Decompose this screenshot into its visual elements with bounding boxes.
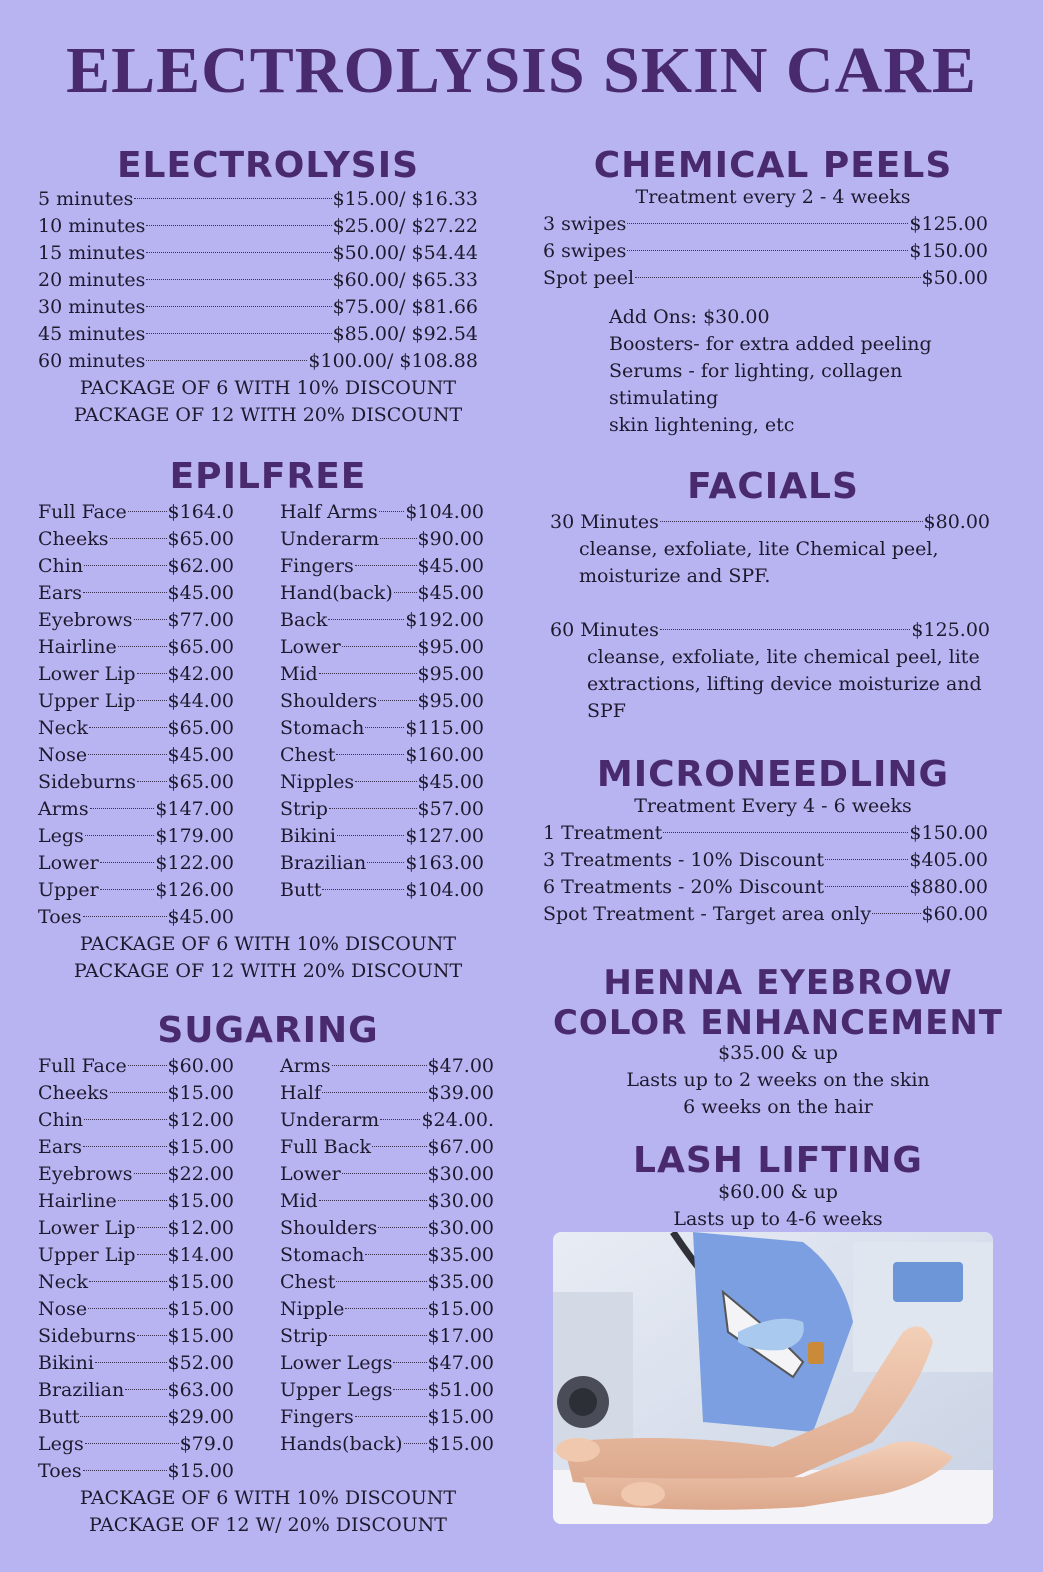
package-note: PACKAGE OF 12 WITH 20% DISCOUNT	[73, 960, 463, 982]
item-label: Chest	[280, 744, 336, 766]
price-row	[38, 1080, 234, 1107]
sugaring-heading: SUGARING	[157, 1010, 379, 1051]
item-label: Hairline	[38, 1190, 117, 1212]
item-label: Cheeks	[38, 528, 109, 550]
item-label: Nose	[38, 1298, 88, 1320]
price-row	[280, 796, 484, 823]
item-price: $163.00	[405, 852, 484, 874]
item-label: Hairline	[38, 636, 117, 658]
price-row	[38, 904, 234, 931]
item-price: $45.00	[167, 906, 234, 928]
item-price: $147.00	[155, 798, 234, 820]
item-label: Bikini	[280, 825, 336, 847]
item-label: Mid	[280, 663, 318, 685]
item-price: $52.00	[167, 1352, 234, 1374]
price-row	[38, 823, 234, 850]
item-label: Cheeks	[38, 1082, 109, 1104]
price-row	[38, 769, 234, 796]
item-label: Brazilian	[280, 852, 367, 874]
price-row	[280, 1242, 494, 1269]
item-label: Chin	[38, 1109, 84, 1131]
price-row	[38, 1215, 234, 1242]
price-row	[38, 661, 234, 688]
item-price: $42.00	[167, 663, 234, 685]
facial-description: cleanse, exfoliate, lite Chemical peel,	[579, 538, 939, 560]
item-price: $35.00	[427, 1244, 494, 1266]
item-price: $47.00	[427, 1352, 494, 1374]
price-row	[38, 1458, 234, 1485]
price-row	[38, 742, 234, 769]
item-price: $77.00	[167, 609, 234, 631]
price-row	[280, 1350, 494, 1377]
price-row	[280, 769, 484, 796]
price-row: 1 Treatment $150.00	[543, 822, 988, 844]
price-row: 3 Treatments - 10% Discount $405.00	[543, 849, 988, 871]
price-row	[280, 1107, 494, 1134]
price-row	[280, 1296, 494, 1323]
item-price: $15.00	[167, 1136, 234, 1158]
item-price: $22.00	[167, 1163, 234, 1185]
price-row: 60 Minutes $125.00	[550, 619, 990, 641]
item-price: $15.00	[167, 1082, 234, 1104]
item-price: $15.00	[167, 1460, 234, 1482]
item-label: Bikini	[38, 1352, 94, 1374]
price-row	[280, 1431, 494, 1458]
package-note: PACKAGE OF 6 WITH 10% DISCOUNT	[79, 1487, 457, 1509]
price-row	[38, 607, 234, 634]
item-label: Stomach	[280, 1244, 365, 1266]
item-price: $15.00	[167, 1325, 234, 1347]
price-row	[38, 877, 234, 904]
item-label: Stomach	[280, 717, 365, 739]
item-price: $17.00	[427, 1325, 494, 1347]
price-row: 15 minutes $50.00/ $54.44	[38, 242, 478, 264]
item-label: Chest	[280, 1271, 336, 1293]
item-label: Upper Lip	[38, 1244, 136, 1266]
price-row	[280, 526, 484, 553]
price-row	[280, 1053, 494, 1080]
item-price: $15.00	[427, 1406, 494, 1428]
item-label: Arms	[38, 798, 89, 820]
item-price: $95.00	[417, 663, 484, 685]
item-price: $79.0	[179, 1433, 234, 1455]
lash-lifting-heading: LASH LIFTING	[633, 1140, 923, 1181]
item-label: Fingers	[280, 555, 354, 577]
item-price: $45.00	[417, 555, 484, 577]
henna-note: Lasts up to 2 weeks on the skin	[626, 1069, 930, 1091]
item-label: Butt	[280, 879, 322, 901]
price-row: 6 Treatments - 20% Discount $880.00	[543, 876, 988, 898]
item-label: Full Face	[38, 1055, 127, 1077]
laser-hair-removal-photo	[553, 1232, 993, 1524]
item-label: Ears	[38, 1136, 83, 1158]
item-label: Lower	[38, 852, 99, 874]
item-label: Full Back	[280, 1136, 372, 1158]
item-label: Eyebrows	[38, 1163, 133, 1185]
price-row	[38, 1269, 234, 1296]
henna-heading: COLOR ENHANCEMENT	[552, 1003, 1004, 1043]
item-label: Nipple	[280, 1298, 345, 1320]
price-row	[280, 850, 484, 877]
item-price: $15.00	[427, 1433, 494, 1455]
item-price: $63.00	[167, 1379, 234, 1401]
item-price: $45.00	[417, 582, 484, 604]
item-price: $57.00	[417, 798, 484, 820]
item-price: $24.00.	[421, 1109, 494, 1131]
item-price: $127.00	[405, 825, 484, 847]
item-price: $15.00	[167, 1298, 234, 1320]
price-row	[280, 499, 484, 526]
price-row	[38, 1161, 234, 1188]
item-price: $15.00	[427, 1298, 494, 1320]
item-label: Butt	[38, 1406, 80, 1428]
item-price: $35.00	[427, 1271, 494, 1293]
sugaring-list	[38, 1053, 494, 1485]
price-row	[38, 1323, 234, 1350]
item-label: Lower	[280, 1163, 341, 1185]
price-row	[38, 1134, 234, 1161]
price-row: 10 minutes $25.00/ $27.22	[38, 215, 478, 237]
item-price: $95.00	[417, 636, 484, 658]
item-price: $30.00	[427, 1217, 494, 1239]
facials-heading: FACIALS	[687, 466, 859, 507]
chemical-peels-heading: CHEMICAL PEELS	[593, 145, 953, 186]
item-price: $45.00	[417, 771, 484, 793]
facial-description: moisturize and SPF.	[579, 565, 771, 587]
item-price: $90.00	[417, 528, 484, 550]
item-label: Eyebrows	[38, 609, 133, 631]
item-label: Strip	[280, 798, 328, 820]
item-label: Nose	[38, 744, 88, 766]
item-price: $39.00	[427, 1082, 494, 1104]
item-label: Lower Legs	[280, 1352, 393, 1374]
price-row	[38, 580, 234, 607]
item-label: Legs	[38, 1433, 84, 1455]
price-row: 20 minutes $60.00/ $65.33	[38, 269, 478, 291]
item-label: Toes	[38, 1460, 82, 1482]
item-price: $115.00	[405, 717, 484, 739]
item-price: $122.00	[155, 852, 234, 874]
price-row: 45 minutes $85.00/ $92.54	[38, 323, 478, 345]
price-row	[38, 1242, 234, 1269]
right-column	[543, 145, 1013, 1233]
price-row: Spot Treatment - Target area only $60.00	[543, 903, 988, 925]
henna-heading: HENNA EYEBROW	[603, 963, 953, 1003]
item-price: $51.00	[427, 1379, 494, 1401]
price-row	[38, 1431, 234, 1458]
item-price: $67.00	[427, 1136, 494, 1158]
item-price: $164.0	[167, 501, 234, 523]
price-row	[38, 553, 234, 580]
price-row	[280, 823, 484, 850]
price-row	[280, 1161, 494, 1188]
item-label: Full Face	[38, 501, 127, 523]
price-row	[38, 499, 234, 526]
price-row: Spot peel $50.00	[543, 267, 988, 289]
item-label: Lower Lip	[38, 1217, 136, 1239]
price-row	[280, 742, 484, 769]
price-row	[280, 1188, 494, 1215]
item-price: $179.00	[155, 825, 234, 847]
price-row	[280, 1269, 494, 1296]
item-price: $104.00	[405, 879, 484, 901]
item-price: $65.00	[167, 636, 234, 658]
item-label: Underarm	[280, 1109, 380, 1131]
henna-note: 6 weeks on the hair	[683, 1096, 873, 1118]
item-label: Mid	[280, 1190, 318, 1212]
item-label: Brazilian	[38, 1379, 125, 1401]
price-row: 3 swipes $125.00	[543, 213, 988, 235]
price-row	[38, 1188, 234, 1215]
item-label: Shoulders	[280, 1217, 378, 1239]
facial-description: cleanse, exfoliate, lite chemical peel, lite	[587, 646, 980, 668]
price-row	[280, 1134, 494, 1161]
lash-note: Lasts up to 4-6 weeks	[673, 1208, 883, 1230]
price-row	[280, 661, 484, 688]
price-row	[280, 1404, 494, 1431]
item-price: $12.00	[167, 1109, 234, 1131]
price-row	[280, 553, 484, 580]
price-row	[38, 634, 234, 661]
price-row: 30 minutes $75.00/ $81.66	[38, 296, 478, 318]
left-column	[38, 145, 498, 1539]
chemical-peels-subtitle: Treatment every 2 - 4 weeks	[635, 186, 911, 208]
item-label: Fingers	[280, 1406, 354, 1428]
item-label: Hand(back)	[280, 582, 393, 604]
price-row	[38, 796, 234, 823]
lash-price: $60.00 & up	[718, 1181, 838, 1203]
price-row	[280, 688, 484, 715]
item-label: Sideburns	[38, 1325, 136, 1347]
package-note: PACKAGE OF 6 WITH 10% DISCOUNT	[79, 933, 457, 955]
price-row: 5 minutes $15.00/ $16.33	[38, 188, 478, 210]
package-note: PACKAGE OF 6 WITH 10% DISCOUNT	[79, 377, 457, 399]
item-label: Half Arms	[280, 501, 378, 523]
item-label: Lower Lip	[38, 663, 136, 685]
price-row	[38, 1350, 234, 1377]
page-title: ELECTROLYSIS SKIN CARE	[66, 34, 977, 107]
price-row	[280, 877, 484, 904]
price-row	[280, 607, 484, 634]
item-label: Half	[280, 1082, 322, 1104]
item-price: $65.00	[167, 771, 234, 793]
price-row	[38, 1107, 234, 1134]
item-price: $29.00	[167, 1406, 234, 1428]
price-row	[38, 1053, 234, 1080]
item-label: Arms	[280, 1055, 331, 1077]
price-row	[38, 1404, 234, 1431]
price-row	[280, 715, 484, 742]
item-price: $44.00	[167, 690, 234, 712]
item-label: Upper Lip	[38, 690, 136, 712]
item-price: $15.00	[167, 1190, 234, 1212]
item-label: Neck	[38, 1271, 89, 1293]
item-price: $30.00	[427, 1190, 494, 1212]
facial-description: extractions, lifting device moisturize and SPF	[587, 673, 982, 722]
price-row: 6 swipes $150.00	[543, 240, 988, 262]
item-price: $14.00	[167, 1244, 234, 1266]
item-price: $62.00	[167, 555, 234, 577]
item-price: $65.00	[167, 717, 234, 739]
item-price: $47.00	[427, 1055, 494, 1077]
price-row	[38, 850, 234, 877]
item-label: Toes	[38, 906, 82, 928]
item-price: $30.00	[427, 1163, 494, 1185]
item-label: Hands(back)	[280, 1433, 403, 1455]
item-price: $60.00	[167, 1055, 234, 1077]
item-price: $95.00	[417, 690, 484, 712]
item-price: $126.00	[155, 879, 234, 901]
microneedling-subtitle: Treatment Every 4 - 6 weeks	[634, 795, 912, 817]
item-price: $15.00	[167, 1271, 234, 1293]
electrolysis-heading: ELECTROLYSIS	[116, 145, 420, 186]
price-row: 60 minutes $100.00/ $108.88	[38, 350, 478, 372]
item-label: Underarm	[280, 528, 380, 550]
electrolysis-list	[38, 186, 498, 375]
item-label: Legs	[38, 825, 84, 847]
item-label: Upper	[38, 879, 99, 901]
price-row	[280, 634, 484, 661]
price-row	[38, 1377, 234, 1404]
item-label: Strip	[280, 1325, 328, 1347]
price-row: 30 Minutes $80.00	[550, 511, 990, 533]
item-label: Shoulders	[280, 690, 378, 712]
item-price: $45.00	[167, 744, 234, 766]
epilfree-heading: EPILFREE	[169, 456, 367, 497]
price-row	[38, 715, 234, 742]
item-label: Sideburns	[38, 771, 136, 793]
item-price: $45.00	[167, 582, 234, 604]
price-row	[38, 526, 234, 553]
epilfree-list	[38, 499, 484, 931]
item-price: $12.00	[167, 1217, 234, 1239]
microneedling-heading: MICRONEEDLING	[596, 754, 950, 795]
price-row	[38, 1296, 234, 1323]
item-price: $65.00	[167, 528, 234, 550]
price-row	[280, 1323, 494, 1350]
item-label: Nipples	[280, 771, 355, 793]
price-row	[38, 688, 234, 715]
item-label: Upper Legs	[280, 1379, 393, 1401]
item-label: Neck	[38, 717, 89, 739]
price-row	[280, 1080, 494, 1107]
item-label: Chin	[38, 555, 84, 577]
item-label: Lower	[280, 636, 341, 658]
package-note: PACKAGE OF 12 W/ 20% DISCOUNT	[89, 1514, 447, 1536]
price-row	[280, 1377, 494, 1404]
chemical-peels-addons: Add Ons: $30.00 Boosters- for extra added peeling Serums - for lighting, collagen stimulating skin lightening, etc	[609, 306, 932, 436]
item-label: Back	[280, 609, 328, 631]
price-row	[280, 580, 484, 607]
price-row	[280, 1215, 494, 1242]
item-label: Ears	[38, 582, 83, 604]
item-price: $192.00	[405, 609, 484, 631]
henna-price: $35.00 & up	[718, 1042, 838, 1064]
package-note: PACKAGE OF 12 WITH 20% DISCOUNT	[73, 404, 463, 426]
item-price: $104.00	[405, 501, 484, 523]
item-price: $160.00	[405, 744, 484, 766]
